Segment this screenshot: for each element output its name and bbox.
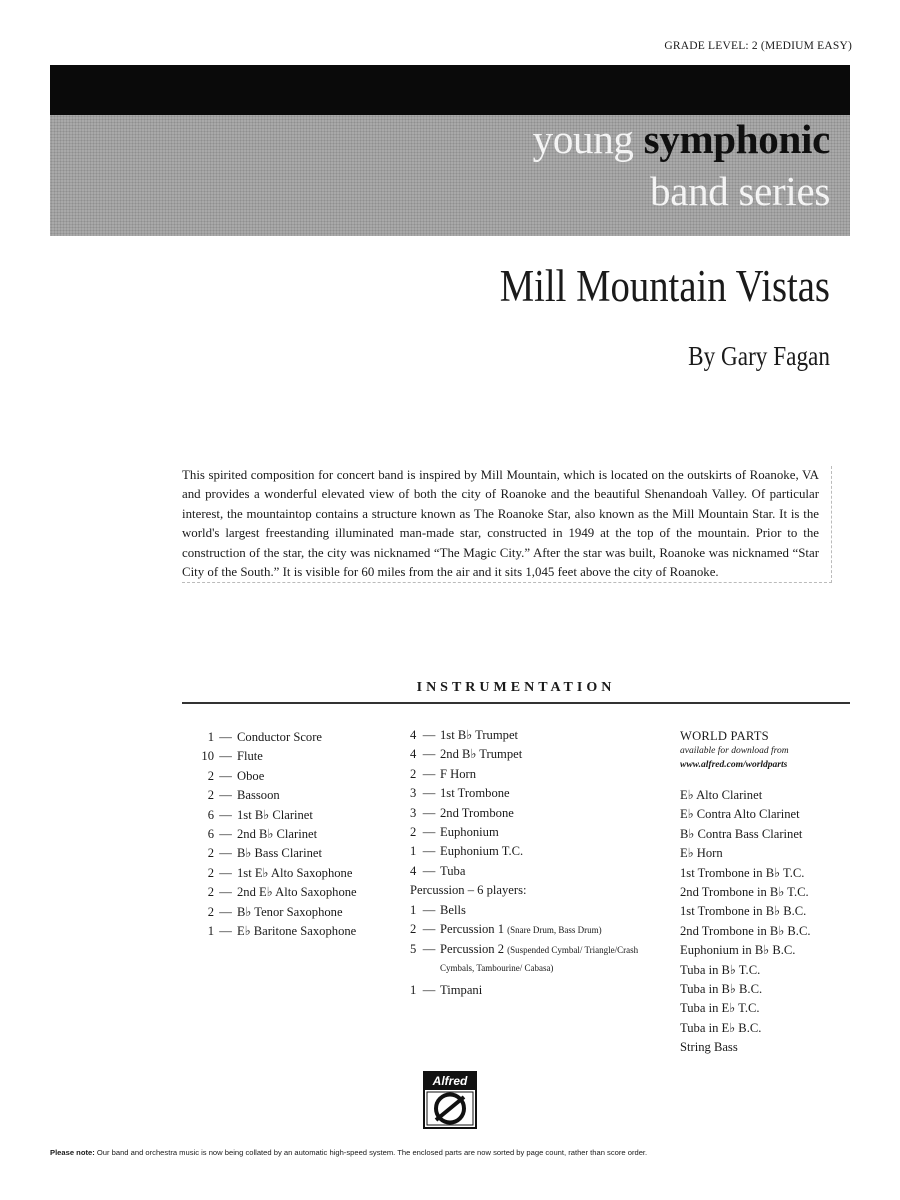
instrument-name: Oboe (237, 768, 265, 783)
instrument-part (237, 844, 322, 863)
instrument-part (237, 864, 352, 883)
instrument-part (440, 765, 476, 784)
instrument-row (410, 804, 665, 823)
instrument-quantity: 4 (410, 747, 417, 762)
instrument-name: E♭ Baritone Saxophone (237, 924, 357, 939)
instrument-name: Timpani (440, 983, 483, 998)
instrument-row (190, 767, 400, 786)
world-parts-link[interactable]: www.alfred.com/worldparts (680, 760, 788, 770)
series-word-symphonic: symphonic (643, 116, 830, 162)
instrument-quantity: 2 (207, 846, 214, 861)
world-parts-note: available for download from (680, 746, 789, 756)
instrument-name: Euphonium T.C. (440, 844, 524, 859)
instrument-part (237, 825, 317, 844)
world-part-item: String Bass (680, 1040, 738, 1055)
separator-dash: — (219, 885, 232, 900)
instrument-quantity: 1 (207, 730, 214, 744)
separator-dash: — (422, 844, 436, 859)
separator-dash: — (422, 728, 436, 742)
instrument-row (410, 765, 665, 784)
instrument-part (440, 784, 510, 803)
instrumentation-column-1 (190, 728, 400, 941)
instrumentation-column-2 (410, 726, 665, 1001)
grade-level: GRADE LEVEL: 2 (MEDIUM EASY) (664, 40, 852, 52)
world-part-item: 2nd Trombone in B♭ T.C. (680, 885, 809, 900)
instrument-name: 2nd Trombone (440, 805, 514, 820)
instrument-part (237, 728, 322, 747)
instrument-row (410, 784, 665, 803)
instrument-part (237, 903, 343, 922)
instrument-note: (Snare Drum, Bass Drum) (507, 925, 602, 936)
instrument-name: Percussion 2 (440, 942, 505, 957)
instrument-name: B♭ Tenor Saxophone (237, 904, 343, 919)
separator-dash: — (219, 807, 232, 822)
world-part-item: E♭ Contra Alto Clarinet (680, 807, 800, 822)
instrument-quantity: 6 (207, 807, 214, 822)
world-part-item: Euphonium in B♭ B.C. (680, 943, 796, 958)
world-parts-title: WORLD PARTS (680, 729, 769, 743)
instrument-name: Bassoon (237, 788, 280, 803)
separator-dash: — (422, 902, 436, 917)
separator-dash: — (422, 747, 436, 762)
instrument-quantity: 1 (410, 983, 417, 998)
instrument-quantity: 2 (410, 766, 417, 781)
instrument-name: 1st B♭ Clarinet (237, 807, 313, 822)
instrument-name: Flute (237, 749, 263, 764)
program-notes: This spirited composition for concert band is inspired by Mill Mountain, which is located on the outskirts of Roanoke, VA and provides a wonderful elevated view of both the city of Roanoke and the beautiful Shenandoah Valley. Of particular interest, the mountaintop contains a structure known as The Roanoke Star, also known as the Mill Mountain Star. It is the world's largest freestanding illuminated man-made star, constructed in 1949 at the top of the mountain. Prior to the construction of the star, the city was nicknamed “The Magic City.” After the star was built, Roanoke was nicknamed “Star City of the South.” It is visible for 60 miles from the air and it sits 1,045 feet above the city of Roanoke. (182, 466, 832, 583)
instrument-row (410, 823, 665, 842)
instrumentation-heading: INSTRUMENTATION (416, 680, 616, 695)
alfred-logo (423, 1071, 477, 1129)
separator-dash: — (422, 922, 436, 937)
instrument-quantity: 2 (207, 904, 214, 919)
separator-dash: — (422, 825, 436, 840)
instrument-quantity: 6 (207, 827, 214, 842)
instrument-row (410, 920, 665, 940)
instrument-name: 1st E♭ Alto Saxophone (237, 865, 353, 880)
instrument-part (237, 747, 263, 766)
instrument-part (440, 745, 522, 764)
instrument-name: F Horn (440, 766, 477, 781)
series-word-young: young (532, 116, 634, 162)
instrument-quantity: 4 (410, 728, 417, 742)
world-part-item: Tuba in E♭ B.C. (680, 1020, 762, 1035)
instrument-row (190, 825, 400, 844)
instrument-part (237, 883, 357, 902)
world-part-item: E♭ Alto Clarinet (680, 788, 763, 802)
instrument-quantity: 1 (410, 902, 417, 917)
instrument-row (190, 864, 400, 883)
series-banner (50, 115, 850, 236)
instrument-part (440, 804, 514, 823)
instrument-quantity: 2 (207, 885, 214, 900)
instrument-name: Percussion 1 (440, 922, 505, 937)
instrument-part (440, 901, 466, 920)
instrument-name: 2nd B♭ Trumpet (440, 747, 523, 762)
footer-label: Please note: (50, 1148, 95, 1157)
instrument-part (440, 981, 482, 1000)
separator-dash: — (422, 863, 436, 878)
instrument-part (440, 940, 640, 977)
instrument-part (237, 767, 264, 786)
separator-dash: — (219, 865, 232, 880)
instrument-row (190, 728, 400, 747)
footer-text: Our band and orchestra music is now being collated by an automatic high-speed system. The enclosed parts are now sorted by page count, rather than score order. (94, 1148, 648, 1157)
instrument-quantity: 1 (207, 924, 214, 939)
separator-dash: — (422, 805, 436, 820)
instrument-part (237, 806, 313, 825)
separator-dash: — (422, 942, 436, 957)
instrument-name: Euphonium (440, 825, 499, 840)
instrument-quantity: 3 (410, 805, 417, 820)
instrument-row (190, 922, 400, 941)
alfred-logo-text: Alfred (425, 1073, 475, 1090)
instrument-row (410, 842, 665, 861)
instrument-part (440, 842, 523, 861)
instrument-quantity: 2 (207, 788, 214, 803)
world-parts-column (680, 728, 850, 1058)
instrument-quantity: 1 (410, 844, 417, 859)
instrument-part (237, 786, 280, 805)
series-title-line2: band series (650, 168, 830, 214)
separator-dash: — (219, 904, 232, 919)
series-title-line1 (533, 115, 830, 164)
instrument-row (190, 903, 400, 922)
instrument-row (190, 844, 400, 863)
instrument-quantity: 10 (201, 749, 214, 764)
instrument-quantity: 5 (410, 942, 417, 957)
instrument-name: 2nd B♭ Clarinet (237, 827, 318, 842)
instrument-name: 2nd E♭ Alto Saxophone (237, 885, 357, 900)
instrument-quantity: 2 (207, 865, 214, 880)
composer: By Gary Fagan (688, 341, 830, 371)
instrument-row (190, 883, 400, 902)
separator-dash: — (219, 846, 232, 861)
world-part-item: Tuba in B♭ T.C. (680, 962, 761, 977)
world-part-item: E♭ Horn (680, 846, 723, 861)
instrument-part (440, 823, 499, 842)
instrument-quantity: 2 (410, 825, 417, 840)
world-part-item: 1st Trombone in B♭ T.C. (680, 865, 805, 880)
instrument-part (237, 922, 356, 941)
instrument-name: 1st Trombone (440, 786, 510, 801)
separator-dash: — (219, 924, 232, 939)
instrument-quantity: 3 (410, 786, 417, 801)
instrument-row (410, 726, 665, 745)
instrument-name: 1st B♭ Trumpet (440, 728, 519, 742)
instrument-row (410, 940, 665, 977)
series-banner-top (50, 65, 850, 115)
world-part-item: 2nd Trombone in B♭ B.C. (680, 923, 811, 938)
instrument-part (440, 862, 465, 881)
separator-dash: — (219, 749, 232, 764)
instrument-name: Tuba (440, 863, 466, 878)
instrument-quantity: 2 (410, 922, 417, 937)
separator-dash: — (422, 786, 436, 801)
alfred-logo-mark-icon (425, 1090, 475, 1127)
instrument-row (190, 786, 400, 805)
instrument-quantity: 2 (207, 768, 214, 783)
separator-dash: — (219, 768, 232, 783)
instrument-note: (Suspended Cymbal/ Triangle/Crash Cymbals, Tambourine/ Cabasa) (440, 945, 639, 974)
world-part-item: B♭ Contra Bass Clarinet (680, 826, 803, 841)
separator-dash: — (219, 788, 232, 803)
percussion-heading: Percussion – 6 players: (410, 883, 527, 898)
footer-note (50, 1148, 860, 1157)
instrument-row (410, 745, 665, 764)
separator-dash: — (219, 827, 232, 842)
instrument-row (190, 747, 400, 766)
instrument-row (410, 981, 665, 1000)
separator-dash: — (219, 730, 232, 744)
separator-dash: — (422, 983, 436, 998)
world-part-item: 1st Trombone in B♭ B.C. (680, 904, 807, 919)
world-part-item: Tuba in B♭ B.C. (680, 982, 763, 997)
instrument-name: Conductor Score (237, 730, 322, 744)
instrument-row (410, 862, 665, 881)
instrument-part (440, 920, 602, 940)
instrumentation-rule (182, 702, 850, 704)
piece-title: Mill Mountain Vistas (499, 261, 830, 311)
instrument-quantity: 4 (410, 863, 417, 878)
instrument-name: B♭ Bass Clarinet (237, 846, 322, 861)
world-part-item: Tuba in E♭ T.C. (680, 1001, 760, 1016)
separator-dash: — (422, 766, 436, 781)
instrument-row (410, 901, 665, 920)
instrument-name: Bells (440, 902, 466, 917)
instrument-row (190, 806, 400, 825)
instrument-part (440, 726, 518, 745)
